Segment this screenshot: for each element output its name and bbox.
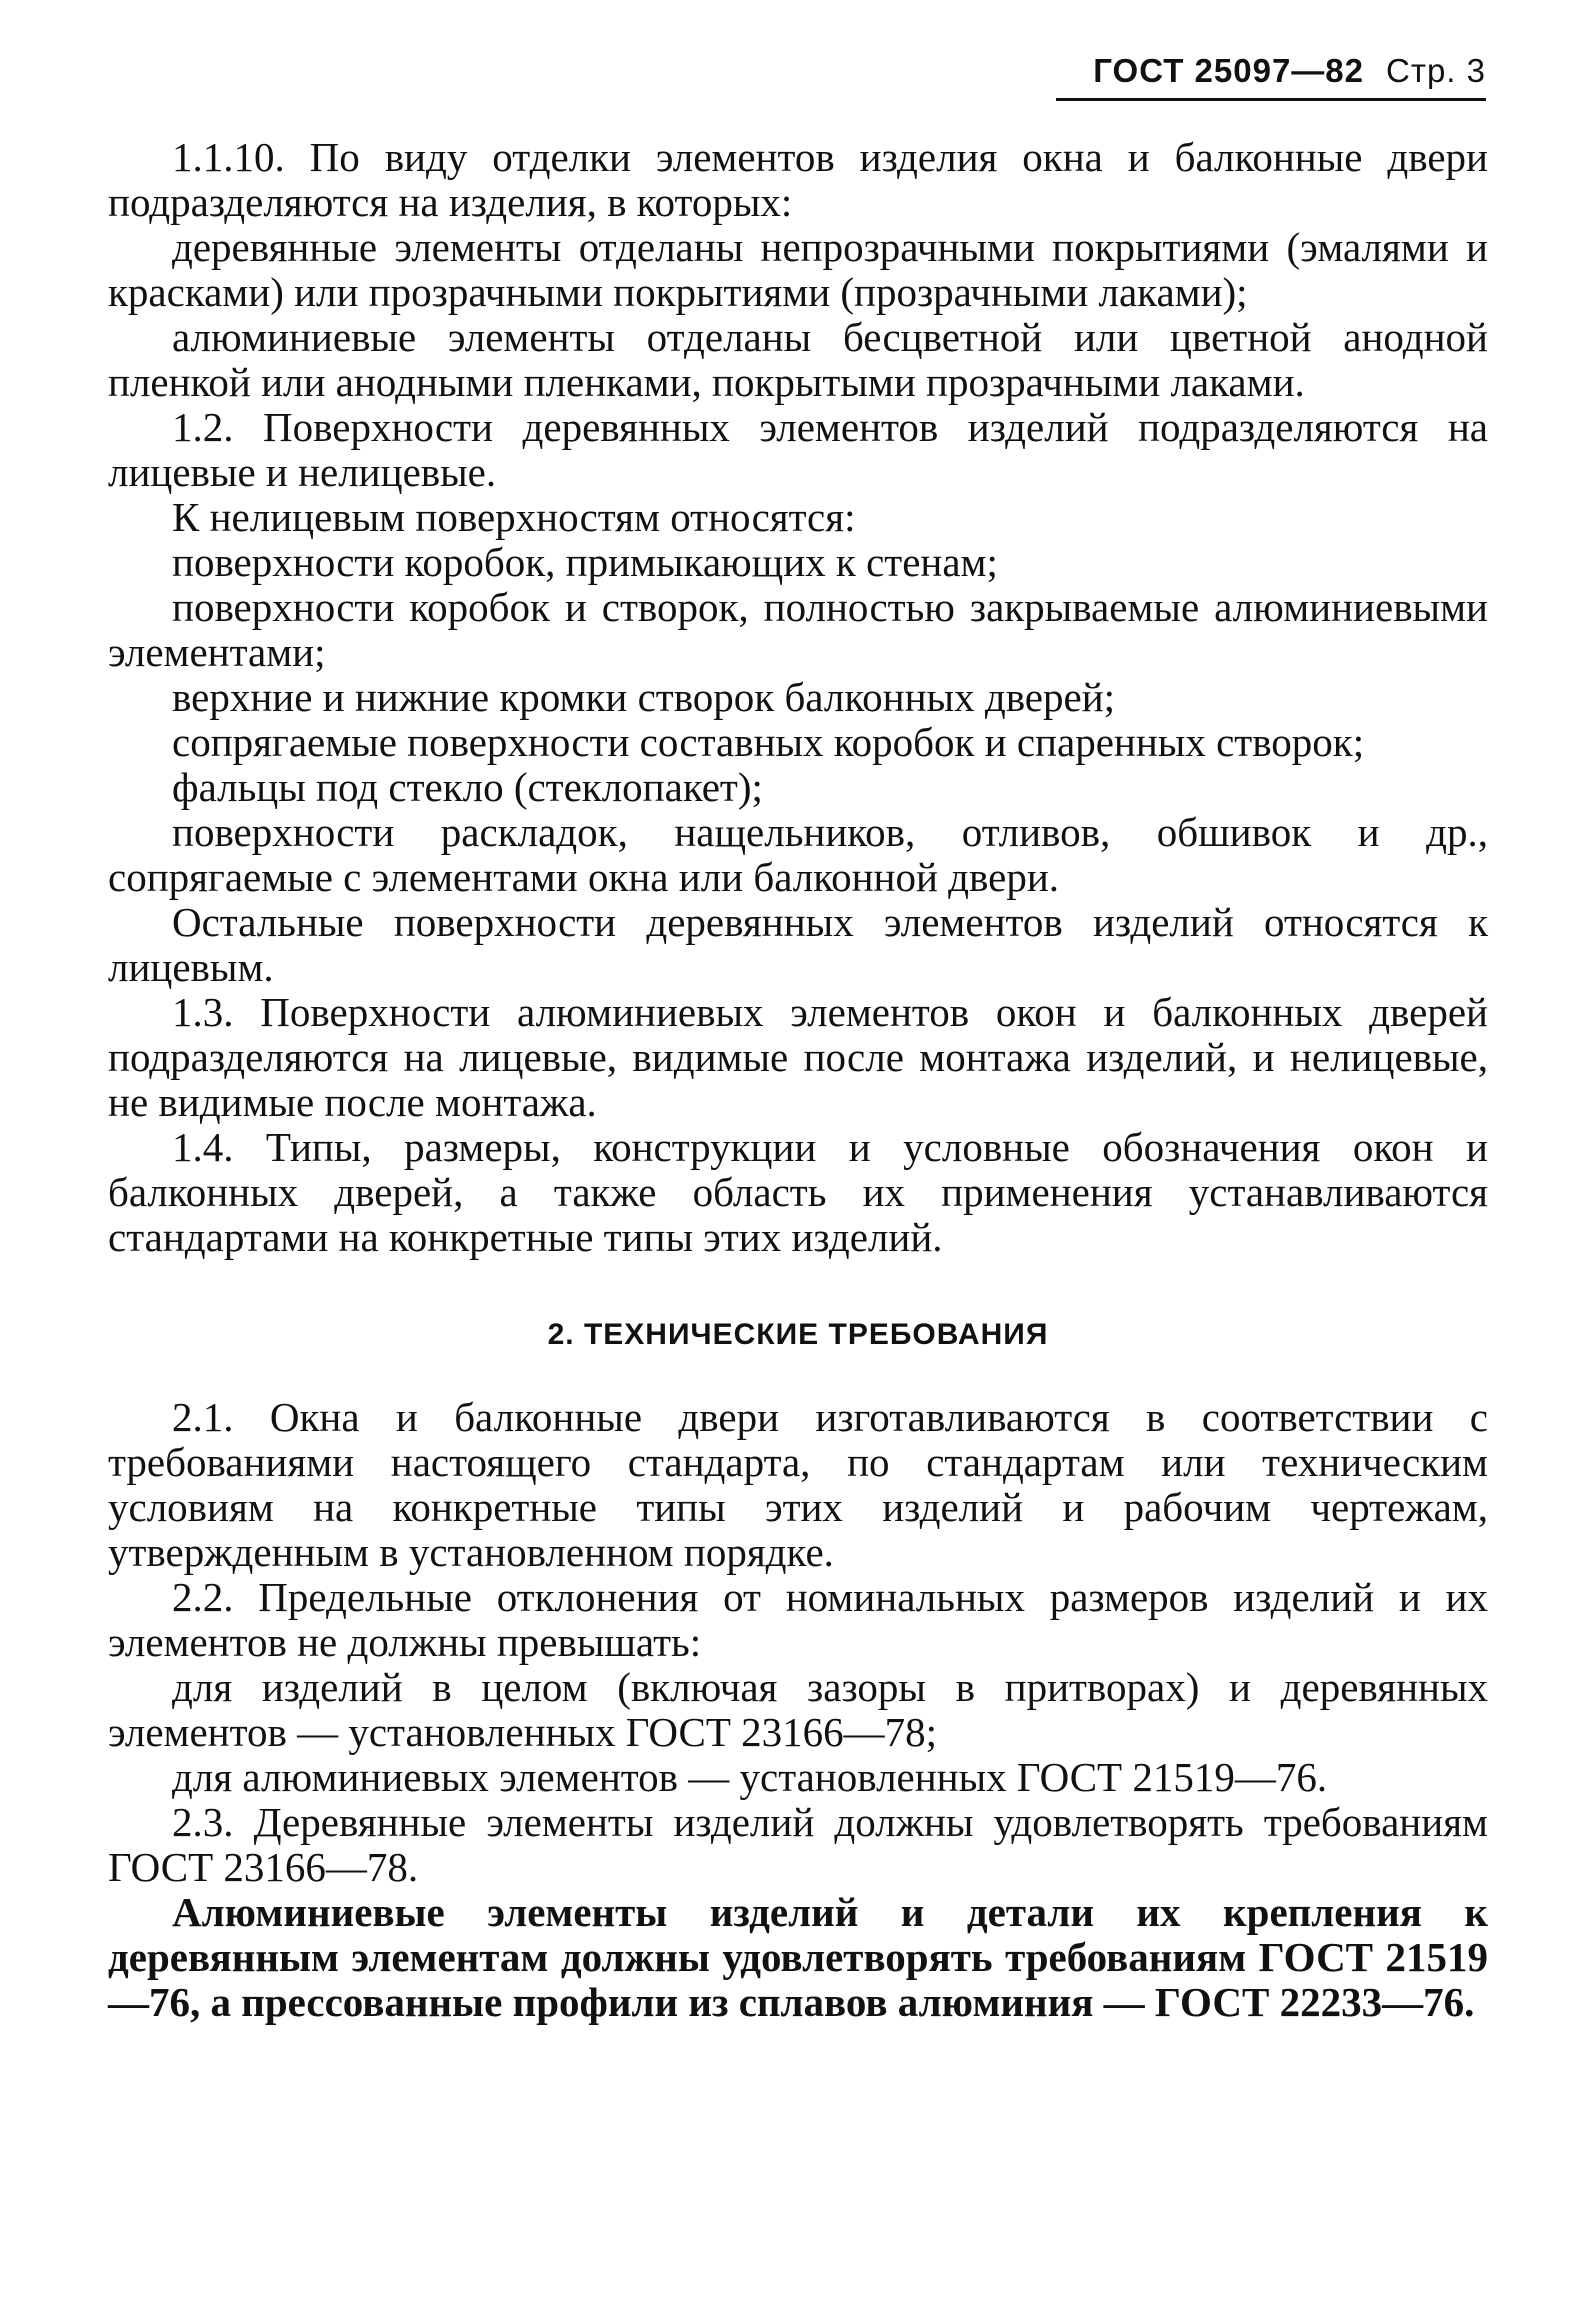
standard-number: ГОСТ 25097—82: [1093, 52, 1364, 89]
header-rule: [1056, 98, 1486, 101]
paragraph-aluminium-elements: Алюминиевые элементы изделий и детали их крепления к деревянным элементам должны удовлетворять требованиям ГОСТ 21519—76, а прессованные профили из сплавов алюминия — ГОСТ 22233—76.: [108, 1889, 1488, 2025]
paragraph-2-1: 2.1. Окна и балконные двери изготавливаются в соответствии с требованиями настоящего стандарта, по стандартам или техническим условиям на конкретные типы этих изделий и рабочим чертежам, утвержденным в установленном порядке.: [108, 1394, 1488, 1575]
list-item-door-edges: верхние и нижние кромки створок балконных дверей;: [172, 674, 1116, 720]
paragraph-1-2: 1.2. Поверхности деревянных элементов изделий подразделяются на лицевые и нелицевые.: [108, 404, 1488, 495]
list-item-trim-surfaces: поверхности раскладок, нащельников, отливов, обшивок и др., сопрягаемые с элементами окна или балконной двери.: [108, 809, 1488, 900]
page-number: Стр. 3: [1386, 52, 1486, 89]
paragraph-1-1-10: 1.1.10. По виду отделки элементов изделия окна и балконные двери подразделяются на изделия, в которых:: [108, 134, 1488, 225]
section-title-technical-requirements: 2. ТЕХНИЧЕСКИЕ ТРЕБОВАНИЯ: [547, 1318, 1049, 1351]
paragraph-2-3: 2.3. Деревянные элементы изделий должны удовлетворять требованиям ГОСТ 23166—78.: [108, 1799, 1488, 1890]
list-item-glass-rebates: фальцы под стекло (стеклопакет);: [172, 764, 763, 810]
document-body: [108, 135, 1488, 2025]
paragraph-non-face-intro: К нелицевым поверхностям относятся:: [172, 494, 856, 540]
list-item-aluminium-finish: алюминиевые элементы отделаны бесцветной или цветной анодной пленкой или анодными пленками, покрытыми прозрачными лаками.: [108, 314, 1488, 405]
list-item-frame-surfaces: поверхности коробок, примыкающих к стенам;: [172, 539, 998, 585]
list-item-mating-surfaces: сопрягаемые поверхности составных коробок и спаренных створок;: [172, 719, 1365, 765]
paragraph-1-3: 1.3. Поверхности алюминиевых элементов окон и балконных дверей подразделяются на лицевые, видимые после монтажа изделий, и нелицевые, не видимые после монтажа.: [108, 989, 1488, 1125]
paragraph-face-surfaces: Остальные поверхности деревянных элементов изделий относятся к лицевым.: [108, 899, 1488, 990]
paragraph-2-2: 2.2. Предельные отклонения от номинальных размеров изделий и их элементов не должны превышать:: [108, 1574, 1488, 1665]
list-item-product-tolerances: для изделий в целом (включая зазоры в притворах) и деревянных элементов — установленных ГОСТ 23166—78;: [108, 1664, 1488, 1755]
page-header: [1056, 52, 1486, 101]
list-item-aluminium-tolerances: для алюминиевых элементов — установленных ГОСТ 21519—76.: [172, 1754, 1328, 1800]
paragraph-1-4: 1.4. Типы, размеры, конструкции и условные обозначения окон и балконных дверей, а также область их применения устанавливаются стандартами на конкретные типы этих изделий.: [108, 1124, 1488, 1260]
list-item-covered-surfaces: поверхности коробок и створок, полностью закрываемые алюминиевыми элементами;: [108, 584, 1488, 675]
list-item-wood-finish: деревянные элементы отделаны непрозрачными покрытиями (эмалями и красками) или прозрачными покрытиями (прозрачными лаками);: [108, 224, 1488, 315]
